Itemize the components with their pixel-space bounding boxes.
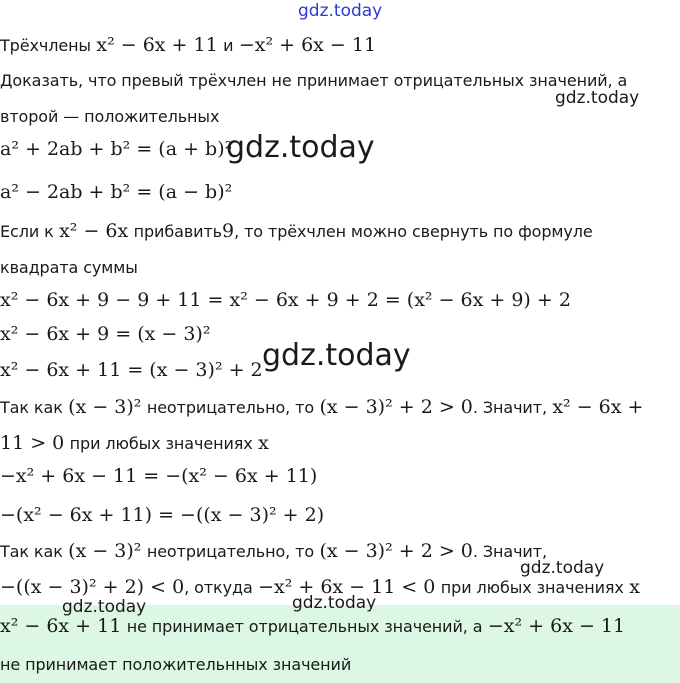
math-expr: −x² + 6x − 11 = −(x² − 6x + 11)	[0, 465, 318, 487]
math-expr: a² + 2ab + b² = (a + b)²	[0, 138, 233, 160]
text: Трёхчлены	[0, 36, 91, 55]
math-expr: (x − 3)²	[68, 396, 142, 418]
text: не принимает отрицательных значений, а	[126, 617, 483, 636]
math-expr: x² − 6x +	[552, 396, 644, 418]
line-since-2	[0, 540, 680, 563]
text: и	[223, 36, 234, 55]
text: Так как	[0, 398, 63, 417]
watermark-center-1: gdz.today	[226, 130, 375, 165]
line-since-2-cont	[0, 576, 680, 599]
watermark-center-3: gdz.today	[292, 593, 377, 613]
line-square-sum	[0, 257, 680, 279]
line-answer-1	[0, 615, 680, 638]
line-second-1	[0, 465, 680, 488]
math-expr: −x² + 6x − 11	[238, 34, 377, 56]
math-expr: −((x − 3)² + 2) < 0	[0, 576, 185, 598]
math-expr: x² − 6x + 11	[96, 34, 218, 56]
text: неотрицательно, то	[146, 542, 315, 561]
math-expr: 9	[222, 220, 235, 242]
line-answer-2	[0, 654, 680, 676]
text: Если к	[0, 222, 54, 241]
math-expr: x² − 6x + 9 − 9 + 11 = x² − 6x + 9 + 2 = (x² − 6x + 9) + 2	[0, 289, 571, 311]
math-expr: x² − 6x + 11	[0, 615, 122, 637]
math-expr: x² − 6x + 9 = (x − 3)²	[0, 323, 211, 345]
text: не принимает положительнных значений	[0, 655, 352, 674]
line-formula-sum	[0, 138, 680, 161]
math-expr: 11 > 0	[0, 432, 65, 454]
watermark-center-2: gdz.today	[262, 338, 411, 373]
text: прибавить	[133, 222, 223, 241]
line-transform-2	[0, 323, 680, 346]
line-since-1-cont	[0, 432, 680, 455]
text: . Значит,	[472, 398, 547, 417]
math-expr: (x − 3)² + 2 > 0	[319, 396, 473, 418]
math-expr: x² − 6x + 11 = (x − 3)² + 2	[0, 359, 263, 381]
line-transform-3	[0, 359, 680, 382]
text: квадрата суммы	[0, 258, 138, 277]
text: при любых значениях	[440, 578, 624, 597]
line-transform-1	[0, 289, 680, 312]
text: Так как	[0, 542, 63, 561]
line-since-1	[0, 396, 680, 419]
math-expr: x	[258, 432, 269, 454]
text: . Значит,	[472, 542, 547, 561]
text: , откуда	[184, 578, 253, 597]
line-second-2	[0, 504, 680, 527]
line-add-nine	[0, 220, 680, 243]
math-expr: −x² + 6x − 11	[487, 615, 626, 637]
text: , то трёхчлен можно свернуть по формуле	[234, 222, 593, 241]
line-prove-2	[0, 106, 680, 128]
math-expr: −(x² − 6x + 11) = −((x − 3)² + 2)	[0, 504, 325, 526]
text: Доказать, что превый трёхчлен не принимает отрицательных значений, а	[0, 71, 628, 90]
math-expr: x	[629, 576, 640, 598]
math-expr: a² − 2ab + b² = (a − b)²	[0, 181, 233, 203]
watermark-top: gdz.today	[298, 1, 383, 21]
line-prove-1	[0, 70, 680, 92]
math-expr: x² − 6x	[59, 220, 129, 242]
watermark-right-2: gdz.today	[520, 558, 605, 578]
watermark-left-3: gdz.today	[62, 597, 147, 617]
text: второй — положительных	[0, 107, 220, 126]
line-formula-diff	[0, 181, 680, 204]
line-trinomials	[0, 34, 680, 57]
math-expr: (x − 3)²	[68, 540, 142, 562]
math-expr: −x² + 6x − 11 < 0	[258, 576, 436, 598]
text: при любых значениях	[69, 434, 253, 453]
text: неотрицательно, то	[146, 398, 315, 417]
watermark-right-1: gdz.today	[555, 88, 640, 108]
math-expr: (x − 3)² + 2 > 0	[319, 540, 473, 562]
